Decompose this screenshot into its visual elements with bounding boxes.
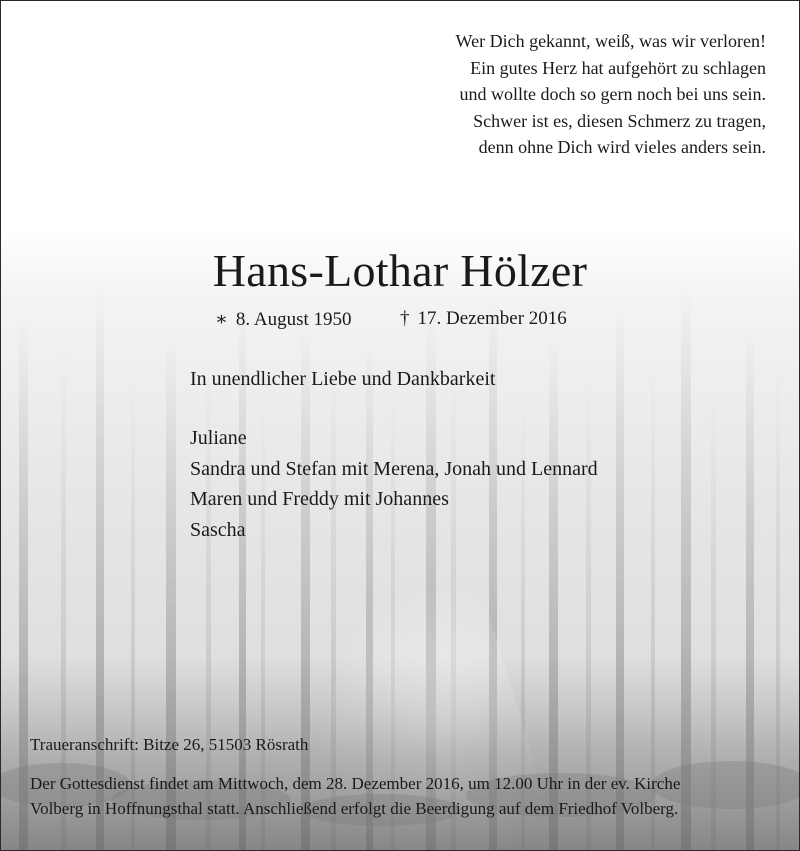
poem-line: Wer Dich gekannt, weiß, was wir verloren! bbox=[455, 31, 766, 51]
service-notice bbox=[30, 771, 780, 821]
mourner-line: Maren und Freddy mit Johannes bbox=[190, 488, 449, 510]
poem-line: denn ohne Dich wird vieles anders sein. bbox=[478, 137, 766, 157]
deceased-name: Hans-Lothar Hölzer bbox=[212, 245, 588, 296]
dedication: In unendlicher Liebe und Dankbarkeit bbox=[190, 368, 496, 390]
birth-date: 8. August 1950 bbox=[235, 309, 352, 330]
poem bbox=[456, 28, 766, 161]
death-date: 17. Dezember 2016 bbox=[417, 308, 567, 329]
poem-line: Schwer ist es, diesen Schmerz zu tragen, bbox=[473, 110, 766, 131]
asterisk-icon: ∗ bbox=[215, 309, 228, 330]
poem-line: und wollte doch so gern noch bei uns sein. bbox=[459, 84, 766, 104]
mourner-line: Sascha bbox=[190, 518, 246, 541]
mourning-address: Traueranschrift: Bitze 26, 51503 Rösrath bbox=[30, 735, 309, 754]
service-line: Der Gottesdienst findet am Mittwoch, dem 28. Dezember 2016, um 12.00 Uhr in der ev. Kirche bbox=[30, 774, 681, 793]
service-line: Volberg in Hoffnungsthal statt. Anschließend erfolgt die Beerdigung auf dem Friedhof Volberg. bbox=[30, 799, 679, 818]
dagger-icon: † bbox=[400, 308, 410, 329]
mourner-line: Juliane bbox=[190, 427, 247, 449]
mourners-list bbox=[190, 423, 598, 545]
poem-line: Ein gutes Herz hat aufgehört zu schlagen bbox=[470, 57, 766, 78]
mourner-line: Sandra und Stefan mit Merena, Jonah und Lennard bbox=[190, 457, 598, 480]
birth-date-group bbox=[215, 308, 352, 331]
death-date-group bbox=[400, 308, 567, 330]
